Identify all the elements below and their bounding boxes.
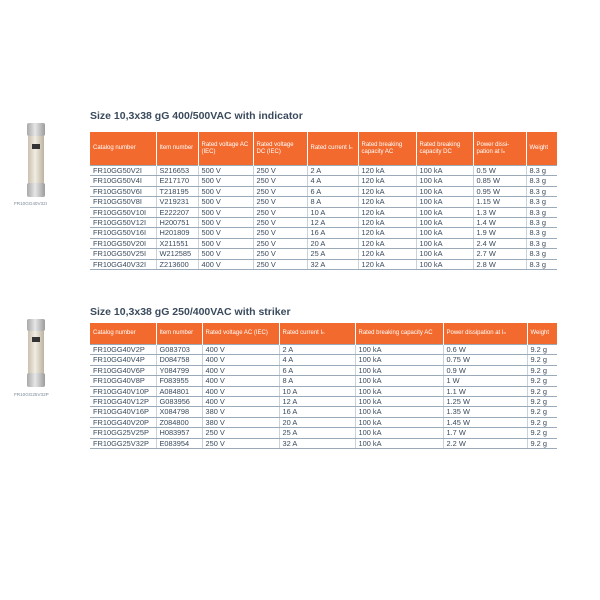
table-cell: 20 A [307, 238, 358, 248]
table-cell: 0.6 W [443, 345, 527, 355]
column-header: Rated breaking capacity AC [355, 323, 443, 345]
table-cell: 100 kA [355, 345, 443, 355]
table-cell: 8.3 g [526, 238, 557, 248]
table-cell: F083955 [156, 376, 202, 386]
table-cell: 8.3 g [526, 228, 557, 238]
table-cell: 9.2 g [527, 438, 557, 448]
table-cell: 250 V [253, 238, 307, 248]
table-cell: H200751 [156, 218, 198, 228]
table-cell: 6 A [279, 365, 355, 375]
table-cell: 10 A [307, 207, 358, 217]
table-cell: 500 V [198, 228, 253, 238]
table-cell: 1.7 W [443, 428, 527, 438]
table-cell: 250 V [202, 438, 279, 448]
table-cell: 400 V [202, 355, 279, 365]
table-cell: 250 V [202, 428, 279, 438]
table-cell: 8.3 g [526, 176, 557, 186]
table-cell: 2.2 W [443, 438, 527, 448]
table-cell: 100 kA [416, 176, 473, 186]
table-cell: E217170 [156, 176, 198, 186]
table-cell: 100 kA [355, 376, 443, 386]
table-cell: FR10GG25V32P [90, 438, 156, 448]
table-cell: 25 A [307, 249, 358, 259]
table-cell: 500 V [198, 166, 253, 176]
table-cell: FR10GG40V32I [90, 259, 156, 269]
table-cell: 400 V [198, 259, 253, 269]
table-cell: 1.1 W [443, 386, 527, 396]
table-cell: 380 V [202, 417, 279, 427]
table-cell: 9.2 g [527, 417, 557, 427]
table-cell: 380 V [202, 407, 279, 417]
table-cell: 100 kA [355, 438, 443, 448]
table-cell: 25 A [279, 428, 355, 438]
column-header: Rated voltage DC (IEC) [253, 132, 307, 166]
table-cell: 8 A [307, 197, 358, 207]
column-header: Item number [156, 132, 198, 166]
table-cell: FR10GG40V6P [90, 365, 156, 375]
table-cell: 100 kA [416, 166, 473, 176]
table-cell: FR10GG40V10P [90, 386, 156, 396]
column-header: Item number [156, 323, 202, 345]
table-cell: Z084800 [156, 417, 202, 427]
table-cell: 100 kA [355, 407, 443, 417]
table-cell: 9.2 g [527, 428, 557, 438]
table-cell: 120 kA [358, 238, 416, 248]
column-header: Power dissipation at Iₙ [443, 323, 527, 345]
table-cell: 9.2 g [527, 376, 557, 386]
table-cell: FR10GG50V8I [90, 197, 156, 207]
table-row [90, 228, 557, 238]
table-cell: H201809 [156, 228, 198, 238]
table-row [90, 438, 557, 448]
column-header: Weight [527, 323, 557, 345]
table-cell: X211551 [156, 238, 198, 248]
fuse-table-striker [90, 323, 557, 449]
table-cell: 100 kA [355, 386, 443, 396]
table-cell: 120 kA [358, 166, 416, 176]
table-cell: 100 kA [355, 355, 443, 365]
table-cell: 250 V [253, 228, 307, 238]
table-cell: 400 V [202, 376, 279, 386]
table-row [90, 355, 557, 365]
table-cell: 100 kA [355, 428, 443, 438]
table-cell: 100 kA [416, 186, 473, 196]
table-cell: FR10GG50V4I [90, 176, 156, 186]
table-cell: V219231 [156, 197, 198, 207]
table-cell: 120 kA [358, 176, 416, 186]
table-cell: 9.2 g [527, 355, 557, 365]
column-header: Power dissi-pation at Iₙ [473, 132, 526, 166]
table-cell: 120 kA [358, 197, 416, 207]
table-cell: 8.3 g [526, 166, 557, 176]
table-cell: 120 kA [358, 186, 416, 196]
table-cell: 120 kA [358, 218, 416, 228]
table-cell: 100 kA [355, 365, 443, 375]
section-title-striker: Size 10,3x38 gG 250/400VAC with striker [90, 306, 291, 318]
table-cell: E083954 [156, 438, 202, 448]
table-row [90, 207, 557, 217]
table-cell: 120 kA [358, 249, 416, 259]
table-cell: 8.3 g [526, 218, 557, 228]
table-cell: 20 A [279, 417, 355, 427]
table-cell: 8 A [279, 376, 355, 386]
table-cell: D084758 [156, 355, 202, 365]
table-cell: 250 V [253, 197, 307, 207]
table-cell: 32 A [279, 438, 355, 448]
table-cell: H083957 [156, 428, 202, 438]
table-cell: 16 A [307, 228, 358, 238]
column-header: Rated current Iₙ [307, 132, 358, 166]
table-cell: 1.4 W [473, 218, 526, 228]
column-header: Weight [526, 132, 557, 166]
table-cell: 2.8 W [473, 259, 526, 269]
table-cell: 9.2 g [527, 386, 557, 396]
table-row [90, 218, 557, 228]
fuse-image-striker [27, 319, 45, 387]
table-cell: 100 kA [416, 197, 473, 207]
table-cell: 9.2 g [527, 365, 557, 375]
table-cell: 100 kA [355, 397, 443, 407]
table-cell: 500 V [198, 197, 253, 207]
table-cell: FR10GG50V6I [90, 186, 156, 196]
table-cell: 250 V [253, 207, 307, 217]
table-cell: 250 V [253, 218, 307, 228]
table-cell: FR10GG40V16P [90, 407, 156, 417]
table-cell: 9.2 g [527, 397, 557, 407]
table-cell: 500 V [198, 249, 253, 259]
table-cell: G083703 [156, 345, 202, 355]
table-cell: 100 kA [416, 259, 473, 269]
table-cell: 400 V [202, 386, 279, 396]
fuse-table-indicator [90, 132, 557, 270]
table-cell: S216653 [156, 166, 198, 176]
table-cell: G083956 [156, 397, 202, 407]
table-cell: 8.3 g [526, 249, 557, 259]
table-cell: 100 kA [355, 417, 443, 427]
table-cell: 8.3 g [526, 207, 557, 217]
table-row [90, 376, 557, 386]
table-cell: 250 V [253, 259, 307, 269]
table-cell: 100 kA [416, 218, 473, 228]
table-row [90, 417, 557, 427]
fuse-caption-2: FR10GG25V32P [14, 392, 49, 397]
table-cell: FR10GG40V2P [90, 345, 156, 355]
column-header: Rated breaking capacity AC [358, 132, 416, 166]
table-cell: FR10GG50V20I [90, 238, 156, 248]
table-cell: 500 V [198, 238, 253, 248]
table-cell: 9.2 g [527, 345, 557, 355]
table-cell: 0.95 W [473, 186, 526, 196]
table-cell: FR10GG40V20P [90, 417, 156, 427]
column-header: Catalog number [90, 132, 156, 166]
table-cell: 1.3 W [473, 207, 526, 217]
table-cell: FR10GG50V12I [90, 218, 156, 228]
table-cell: FR10GG50V2I [90, 166, 156, 176]
table-cell: 250 V [253, 176, 307, 186]
column-header: Catalog number [90, 323, 156, 345]
table-row [90, 176, 557, 186]
table-cell: FR10GG50V10I [90, 207, 156, 217]
fuse-caption-1: FR10GG40V32I [14, 201, 47, 206]
table-cell: E222207 [156, 207, 198, 217]
table-cell: 0.85 W [473, 176, 526, 186]
table-cell: X084798 [156, 407, 202, 417]
column-header: Rated voltage AC (IEC) [202, 323, 279, 345]
table-cell: FR10GG50V16I [90, 228, 156, 238]
table-cell: 2 A [307, 166, 358, 176]
table-cell: 500 V [198, 218, 253, 228]
table-cell: 250 V [253, 186, 307, 196]
table-cell: 250 V [253, 166, 307, 176]
table-cell: Y084799 [156, 365, 202, 375]
table-row [90, 407, 557, 417]
table-cell: 0.75 W [443, 355, 527, 365]
column-header: Rated current Iₙ [279, 323, 355, 345]
table-row [90, 249, 557, 259]
table-cell: W212585 [156, 249, 198, 259]
table-cell: 120 kA [358, 207, 416, 217]
table-cell: 100 kA [416, 238, 473, 248]
section-title-indicator: Size 10,3x38 gG 400/500VAC with indicator [90, 110, 303, 122]
table-row [90, 386, 557, 396]
table-cell: 16 A [279, 407, 355, 417]
table-cell: 120 kA [358, 228, 416, 238]
table-cell: 8.3 g [526, 197, 557, 207]
table-cell: FR10GG40V12P [90, 397, 156, 407]
table-cell: 2.7 W [473, 249, 526, 259]
table-cell: 500 V [198, 207, 253, 217]
table-row [90, 166, 557, 176]
table-row [90, 345, 557, 355]
table-cell: 1.25 W [443, 397, 527, 407]
table-cell: T218195 [156, 186, 198, 196]
table-cell: FR10GG40V4P [90, 355, 156, 365]
table-cell: 0.5 W [473, 166, 526, 176]
table-cell: FR10GG40V8P [90, 376, 156, 386]
table-cell: 2 A [279, 345, 355, 355]
table-cell: 12 A [307, 218, 358, 228]
table-row [90, 197, 557, 207]
table-cell: 100 kA [416, 207, 473, 217]
table-cell: 100 kA [416, 249, 473, 259]
table-cell: 2.4 W [473, 238, 526, 248]
table-cell: 500 V [198, 186, 253, 196]
table-cell: 8.3 g [526, 259, 557, 269]
table-cell: 8.3 g [526, 186, 557, 196]
table-cell: 12 A [279, 397, 355, 407]
table-cell: 32 A [307, 259, 358, 269]
table-cell: A084801 [156, 386, 202, 396]
table-cell: 250 V [253, 249, 307, 259]
table-cell: 10 A [279, 386, 355, 396]
table-cell: 400 V [202, 397, 279, 407]
table-cell: 400 V [202, 345, 279, 355]
table-row [90, 186, 557, 196]
table-cell: 120 kA [358, 259, 416, 269]
table-cell: Z213600 [156, 259, 198, 269]
table-row [90, 238, 557, 248]
table-cell: 4 A [307, 176, 358, 186]
table-cell: FR10GG50V25I [90, 249, 156, 259]
table-row [90, 259, 557, 269]
column-header: Rated breaking capacity DC [416, 132, 473, 166]
table-cell: 6 A [307, 186, 358, 196]
table-cell: 1 W [443, 376, 527, 386]
table-row [90, 397, 557, 407]
table-row [90, 365, 557, 375]
table-cell: 400 V [202, 365, 279, 375]
table-cell: 9.2 g [527, 407, 557, 417]
table-cell: FR10GG25V25P [90, 428, 156, 438]
table-cell: 500 V [198, 176, 253, 186]
table-cell: 1.35 W [443, 407, 527, 417]
table-cell: 0.9 W [443, 365, 527, 375]
table-cell: 1.9 W [473, 228, 526, 238]
table-cell: 100 kA [416, 228, 473, 238]
fuse-image-indicator [27, 123, 45, 197]
table-row [90, 428, 557, 438]
table-cell: 1.45 W [443, 417, 527, 427]
table-cell: 4 A [279, 355, 355, 365]
column-header: Rated voltage AC (IEC) [198, 132, 253, 166]
table-cell: 1.15 W [473, 197, 526, 207]
